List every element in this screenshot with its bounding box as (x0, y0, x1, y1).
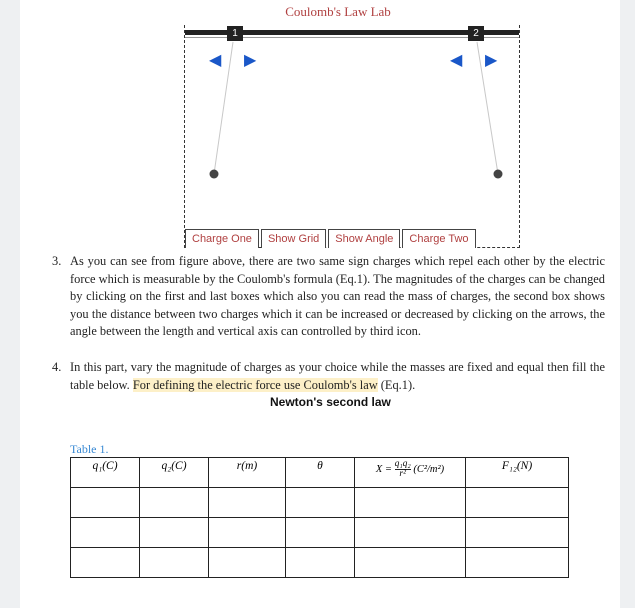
table-cell[interactable] (71, 488, 140, 518)
paragraph-4-highlight: For defining the electric force use Coulomb's law (132, 377, 378, 392)
table-cell[interactable] (140, 548, 209, 578)
table-cell[interactable] (286, 548, 355, 578)
paragraph-4 (52, 359, 607, 395)
section-subtitle: Newton's second law (270, 395, 391, 409)
header-theta: θ (286, 458, 355, 488)
charge-one-ball[interactable] (210, 170, 219, 179)
data-table (70, 457, 569, 578)
charge-two-left-arrow-icon[interactable]: ◀ (450, 52, 463, 69)
charge-two-badge[interactable]: 2 (468, 26, 484, 41)
charge-two-right-arrow-icon[interactable]: ▶ (485, 52, 498, 69)
header-q1: q₁(C) (71, 458, 140, 488)
table-cell[interactable] (355, 548, 466, 578)
tab-show-angle[interactable]: Show Angle (328, 229, 400, 248)
header-q2: q₂(C) (140, 458, 209, 488)
table-row (71, 488, 569, 518)
lab-tab-bar (185, 229, 478, 247)
table-cell[interactable] (355, 518, 466, 548)
table-cell[interactable] (209, 488, 286, 518)
paragraph-4-text-a: In this part, vary the magnitude of charges as your choice while the masses are fixed and equal then fill the table below. (70, 360, 605, 392)
charge-one-right-arrow-icon[interactable]: ▶ (244, 52, 257, 69)
coulomb-lab-simulation (184, 25, 520, 248)
tab-show-grid[interactable]: Show Grid (261, 229, 326, 248)
table-cell[interactable] (140, 488, 209, 518)
paragraph-3-text: As you can see from figure above, there are two same sign charges which repel each other by the electric force which is measurable by the Coulomb's formula (Eq.1). The magnitudes of the charges can be changed by clicking on the first and last boxes which also you can read the mass of charges, the second box shows you the distance between two charges which it can be increased or decreased by clicking on the arrows, the angle between the length and vertical axis can controlled by third icon. (70, 254, 605, 338)
lab-title: Coulomb's Law Lab (285, 4, 391, 19)
header-x-prefix: X = (375, 463, 395, 475)
paragraph-3 (52, 253, 607, 341)
table-cell[interactable] (466, 488, 569, 518)
table-cell[interactable] (71, 518, 140, 548)
table-row (71, 518, 569, 548)
table-header-row (71, 458, 569, 488)
string-two (477, 42, 498, 174)
table-cell[interactable] (71, 548, 140, 578)
table-cell[interactable] (209, 518, 286, 548)
header-x-fraction (395, 460, 411, 479)
table-cell[interactable] (209, 548, 286, 578)
table-cell[interactable] (466, 518, 569, 548)
tab-charge-one[interactable]: Charge One (185, 229, 259, 248)
header-r: r(m) (209, 458, 286, 488)
paragraph-3-number: 3. (52, 254, 62, 268)
charge-one-left-arrow-icon[interactable]: ◀ (209, 52, 222, 69)
table-caption: Table 1. (70, 442, 109, 456)
charge-one-badge[interactable]: 1 (227, 26, 243, 41)
header-x-unit: (C²/m²) (413, 463, 445, 475)
pendulum-drawing (185, 25, 519, 225)
header-x-numerator: q₁q₂ (394, 459, 411, 469)
table-cell[interactable] (286, 518, 355, 548)
header-x (355, 458, 466, 488)
table-cell[interactable] (466, 548, 569, 578)
table-cell[interactable] (355, 488, 466, 518)
table-cell[interactable] (140, 518, 209, 548)
paragraph-4-number: 4. (52, 360, 62, 374)
paragraph-4-text-b: (Eq.1). (377, 377, 416, 392)
paragraph-4-text (70, 359, 605, 394)
table-cell[interactable] (286, 488, 355, 518)
charge-two-ball[interactable] (494, 170, 503, 179)
tab-charge-two[interactable]: Charge Two (402, 229, 475, 248)
header-f12: F₁₂(N) (466, 458, 569, 488)
table-row (71, 548, 569, 578)
string-one (214, 42, 233, 174)
header-x-denominator: r² (399, 469, 406, 479)
